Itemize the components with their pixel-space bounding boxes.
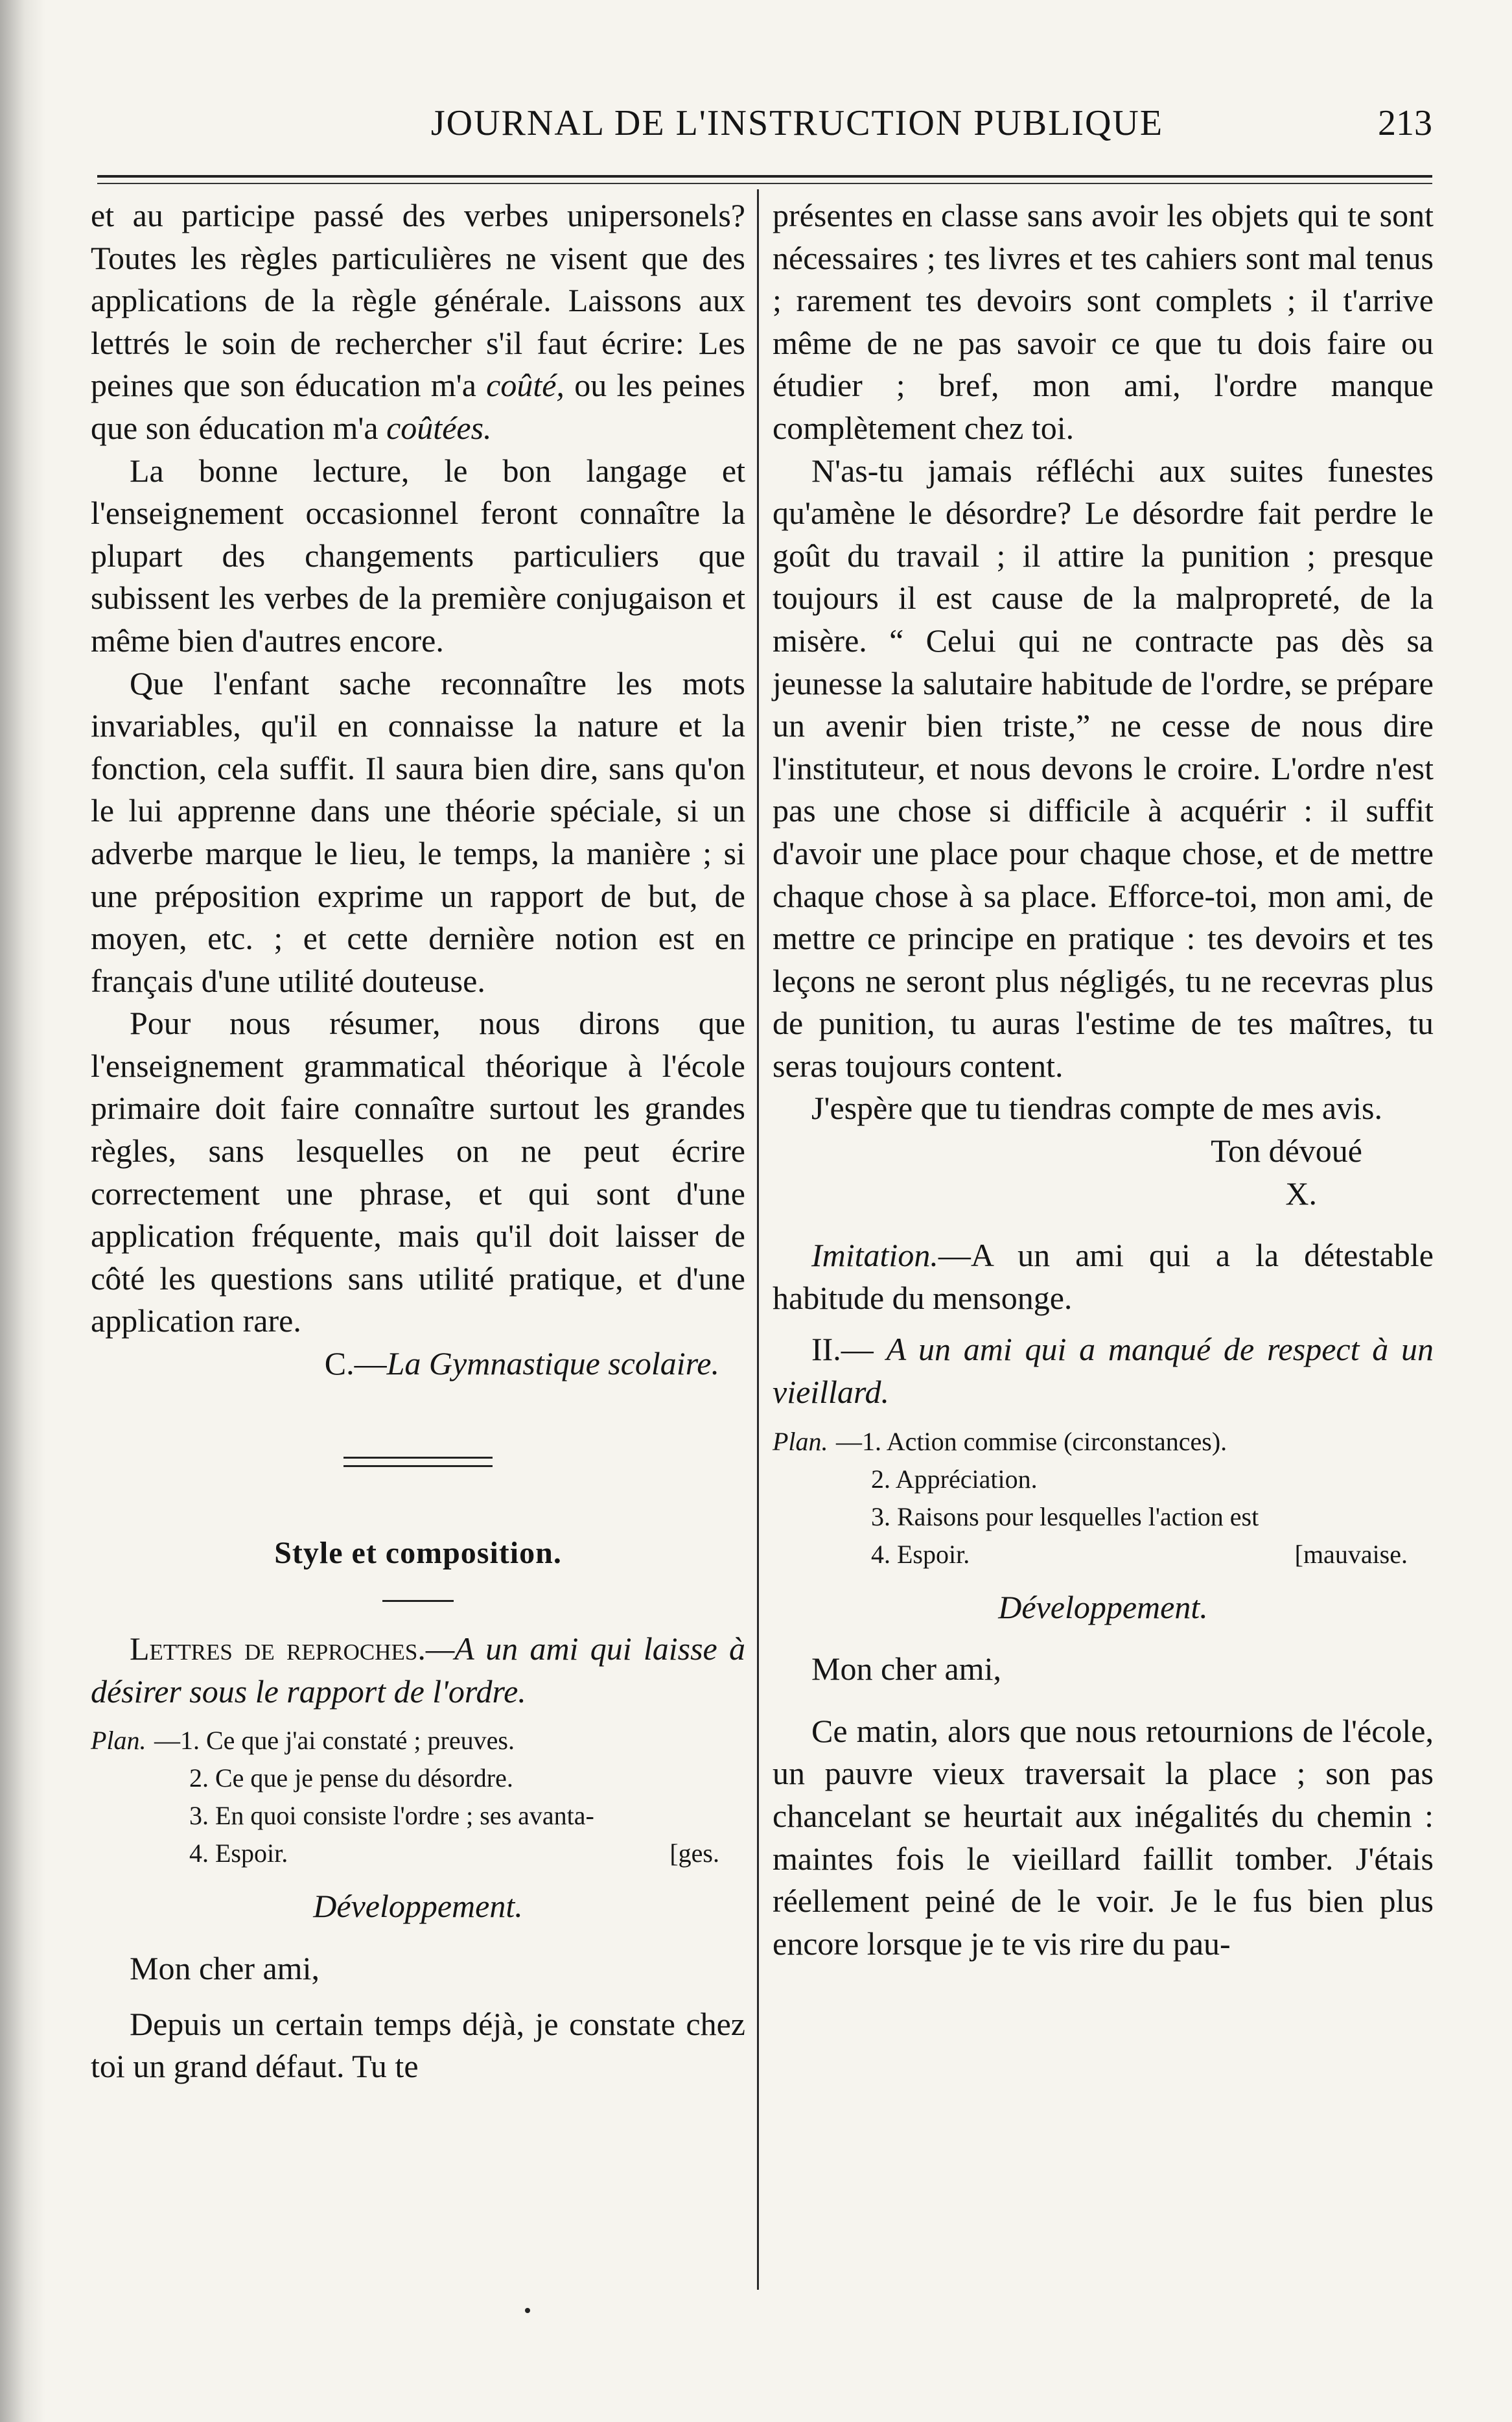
paragraph: J'espère que tu tiendras compte de mes avis. [811,1090,1382,1127]
exercise-heading: Lettres de reproches.—A un ami qui laisse à désirer sous le rapport de l'ordre. [91,1630,745,1710]
section-separator [343,1457,493,1467]
developpement-label: Développement. [998,1588,1208,1625]
plan-row: 2. Ce que je pense du désordre. [189,1763,513,1793]
running-header [97,97,1432,149]
plan-outline [91,1722,745,1872]
paragraph: et au participe passé des verbes unipersonels? Toutes les règles particulières ne visent que des applications de la règle générale. Laissons aux lettrés le soin de rechercher s'il faut écrire: Les peines que son éducation m'a coûté, ou les peines que son éducation m'a coûtées. [91,197,745,446]
developpement-label: Développement. [313,1888,523,1925]
right-column [773,194,1434,1965]
plan-row: Plan. —1. Action commise (circonstances). [773,1423,1434,1461]
exercise-heading: II.— A un ami qui a manqué de respect à un vieillard. [773,1331,1434,1411]
paragraph: N'as-tu jamais réfléchi aux suites funestes qu'amène le désordre? Le désordre fait perdre le goût du travail ; il attire la punition ; presque toujours il est cause de la malpropreté, de la misère. “ Celui qui ne contracte pas dès sa jeunesse la salutaire habitude de l'ordre, se prépare un avenir bien triste,” ne cesse de nous dire l'instituteur, et nous devons le croire. L'ordre n'est pas une chose si difficile à acquérir : il suffit d'avoir une place pour chaque chose, et de mettre chaque chose à sa place. Efforce-toi, mon ami, de mettre ce principe en pratique : tes devoirs et tes leçons ne seront plus négligés, tu ne recevras plus de punition, tu auras l'estime de tes maîtres, tu seras toujours content. [773,452,1434,1084]
plan-label: Plan. [773,1426,828,1456]
plan-row: 4. Espoir. [mauvaise. [871,1539,1408,1569]
page-edge-shadow [0,0,45,2422]
section-title: Style et composition. [274,1535,562,1570]
left-column [91,194,745,2088]
plan-row: 2. Appréciation. [871,1464,1038,1494]
source-signature: C.—La Gymnastique scolaire. [324,1345,719,1382]
print-speck [525,2308,530,2313]
paragraph: Depuis un certain temps déjà, je constate chez toi un grand défaut. Tu te [91,2005,745,2085]
title-rule [382,1600,454,1602]
letter-signature: X. [1285,1175,1317,1212]
page-number: 213 [1378,103,1432,143]
plan-outline [773,1423,1434,1573]
header-rule-thin [97,183,1432,184]
column-divider [757,189,759,2290]
closing-formula: Ton dévoué [1211,1133,1362,1170]
salutation: Mon cher ami, [130,1950,320,1986]
salutation: Mon cher ami, [811,1651,1001,1687]
paragraph: Que l'enfant sache reconnaître les mots invariables, qu'il en connaisse la nature et la fonction, cela suffit. Il saura bien dire, sans qu'on le lui apprenne dans une théorie spéciale, si un adverbe marque le lieu, le temps, la manière ; si une préposition exprime un rapport de but, de moyen, etc. ; et cette dernière notion est en français d'une utilité douteuse. [91,664,745,999]
plan-label: Plan. [91,1726,146,1756]
italic-word: coûté, [486,367,564,404]
plan-row: 3. En quoi consiste l'ordre ; ses avanta- [189,1801,594,1831]
plan-row: 3. Raisons pour lesquelles l'action est [871,1501,1259,1531]
italic-word: coûtées. [386,409,492,446]
paragraph: Ce matin, alors que nous retournions de l'école, un pauvre vieux traversait la place ; son pas chancelant se heurtait aux inégalités du chemin : maintes fois le vieillard faillit tomber. J'étais réellement peiné de le voir. Je le fus bien plus encore lorsque je te vis rire du pau- [773,1712,1434,1962]
exercise-heading: Imitation.—A un ami qui a la détestable habitude du mensonge. [773,1237,1434,1316]
paragraph: La bonne lecture, le bon langage et l'enseignement occasionnel feront connaître la plupart des changements particuliers que subissent les verbes de la première conjugaison et même bien d'autres encore. [91,452,745,659]
header-rule [97,175,1432,178]
plan-row: 4. Espoir. [ges. [189,1839,719,1868]
plan-row: Plan. —1. Ce que j'ai constaté ; preuves. [91,1722,745,1759]
paragraph: Pour nous résumer, nous dirons que l'enseignement grammatical théorique à l'école primaire doit faire connaître surtout les grandes règles, sans lesquelles on ne peut écrire correctement une phrase, et qui sont d'une application fréquente, mais qu'il doit laisser de côté les questions sans utilité pratique, et d'une application rare. [91,1005,745,1339]
paragraph: présentes en classe sans avoir les objets qui te sont nécessaires ; tes livres et tes cahiers sont mal tenus ; rarement tes devoirs sont complets ; il t'arrive même de ne pas savoir ce que tu dois faire ou étudier ; bref, mon ami, l'ordre manque complètement chez toi. [773,197,1434,446]
journal-title: JOURNAL DE L'INSTRUCTION PUBLIQUE [430,103,1164,143]
